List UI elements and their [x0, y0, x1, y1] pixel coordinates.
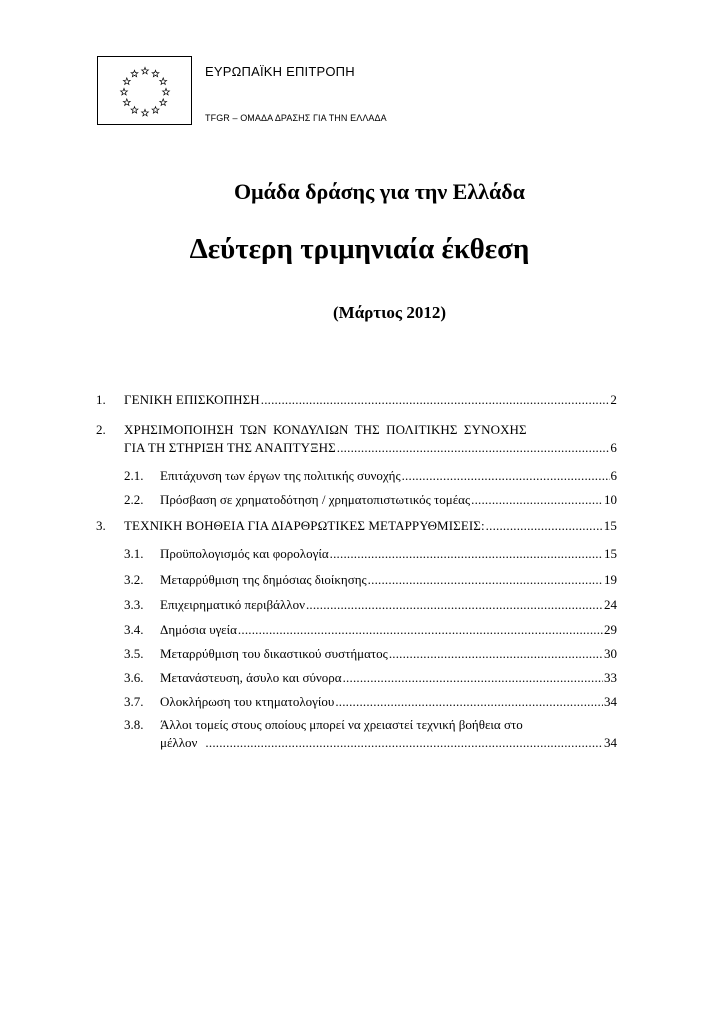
toc-entry-2-2[interactable] — [0, 491, 719, 511]
star-icon — [131, 70, 138, 77]
toc-leader — [335, 693, 603, 710]
toc-number: 3.1. — [124, 546, 144, 561]
star-icon — [123, 99, 130, 106]
toc-leader — [368, 571, 603, 588]
eu-logo — [97, 56, 192, 125]
toc-number: 3.8. — [124, 717, 144, 732]
toc-leader — [471, 491, 603, 508]
toc-number: 3.7. — [124, 694, 144, 709]
toc-text: Μεταρρύθμιση του δικαστικού συστήματος — [160, 646, 388, 661]
star-icon — [123, 78, 130, 85]
toc-page: 34 — [604, 735, 617, 750]
toc-text: Πρόσβαση σε χρηματοδότηση / χρηματοπιστωτικός τομέας — [160, 492, 471, 507]
toc-leader — [261, 391, 610, 408]
toc-page: 10 — [604, 492, 617, 507]
toc-number: 2.1. — [124, 468, 144, 483]
toc-text: ΓΕΝΙΚΗ ΕΠΙΣΚΟΠΗΣΗ — [124, 392, 260, 407]
star-icon — [152, 70, 159, 77]
toc-number: 3.3. — [124, 597, 144, 612]
toc-text-line1: Άλλοι τομείς στους οποίους μπορεί να χρειαστεί τεχνική βοήθεια στο — [160, 717, 523, 732]
toc-entry-3-4[interactable] — [0, 621, 719, 641]
eu-flag-stars-icon — [98, 57, 193, 126]
toc-text: Επιτάχυνση των έργων της πολιτικής συνοχής — [160, 468, 401, 483]
star-icon — [121, 88, 128, 95]
toc-leader — [486, 517, 603, 534]
toc-text: Ολοκλήρωση του κτηματολογίου — [160, 694, 335, 709]
toc-page: 19 — [604, 572, 617, 587]
toc-text: ΓΙΑ ΤΗ ΣΤΗΡΙΞΗ ΤΗΣ ΑΝΑΠΤΥΞΗΣ — [124, 440, 336, 455]
toc-number: 3.6. — [124, 670, 144, 685]
toc-page: 6 — [610, 440, 617, 455]
toc-number: 3.5. — [124, 646, 144, 661]
toc-entry-2-1[interactable] — [0, 467, 719, 487]
toc-number: 2.2. — [124, 492, 144, 507]
star-icon — [152, 107, 159, 114]
toc-leader — [238, 621, 603, 638]
toc-page: 2 — [610, 392, 617, 407]
star-icon — [131, 107, 138, 114]
star-icon — [160, 78, 167, 85]
toc-text: Μετανάστευση, άσυλο και σύνορα — [160, 670, 342, 685]
toc-leader — [330, 545, 603, 562]
toc-entry-3-8[interactable] — [0, 716, 719, 756]
toc-page: 6 — [610, 468, 617, 483]
toc-text: Μεταρρύθμιση της δημόσιας διοίκησης — [160, 572, 367, 587]
toc-entry-2[interactable] — [0, 421, 719, 461]
star-icon — [142, 109, 149, 116]
toc-leader — [337, 439, 610, 456]
toc-text: Δημόσια υγεία — [160, 622, 237, 637]
document-title: Ομάδα δράσης για την Ελλάδα — [234, 179, 525, 204]
toc-entry-3-2[interactable] — [0, 571, 719, 591]
toc-entry-3-7[interactable] — [0, 693, 719, 713]
toc-entry-3-1[interactable] — [0, 545, 719, 565]
toc-leader — [343, 669, 603, 686]
star-icon — [163, 88, 170, 95]
toc-entry-3-5[interactable] — [0, 645, 719, 665]
toc-number: 3.4. — [124, 622, 144, 637]
report-title: Δεύτερη τριμηνιαία έκθεση — [189, 233, 530, 265]
toc-text: Προϋπολογισμός και φορολογία — [160, 546, 329, 561]
toc-page: 24 — [604, 597, 617, 612]
agency-name: ΕΥΡΩΠΑΪΚΗ ΕΠΙΤΡΟΠΗ — [205, 64, 355, 79]
toc-leader — [402, 467, 610, 484]
toc-text-line1: ΧΡΗΣΙΜΟΠΟΙΗΣΗ ΤΩΝ ΚΟΝΔΥΛΙΩΝ ΤΗΣ ΠΟΛΙΤΙΚΗΣ ΣΥΝΟΧΗΣ — [124, 422, 527, 437]
toc-leader — [205, 734, 603, 751]
toc-entry-3[interactable] — [0, 517, 719, 537]
toc-page: 15 — [603, 518, 617, 533]
toc-number: 2. — [96, 422, 106, 437]
toc-page: 34 — [604, 694, 617, 709]
report-date: (Μάρτιος 2012) — [333, 303, 446, 322]
toc-leader — [306, 596, 603, 613]
star-icon — [160, 99, 167, 106]
toc-number: 3. — [96, 518, 106, 533]
task-force-name: TFGR – ΟΜΑΔΑ ΔΡΑΣΗΣ ΓΙΑ ΤΗΝ ΕΛΛΑΔΑ — [205, 113, 387, 123]
toc-entry-3-6[interactable] — [0, 669, 719, 689]
toc-text: Επιχειρηματικό περιβάλλον — [160, 597, 305, 612]
toc-text: μέλλον — [160, 735, 198, 750]
toc-entry-1[interactable] — [0, 391, 719, 411]
toc-page: 33 — [604, 670, 617, 685]
toc-number: 1. — [96, 392, 106, 407]
toc-page: 15 — [604, 546, 617, 561]
toc-number: 3.2. — [124, 572, 144, 587]
toc-entry-3-3[interactable] — [0, 596, 719, 616]
toc-text: ΤΕΧΝΙΚΗ ΒΟΗΘΕΙΑ ΓΙΑ ΔΙΑΡΘΡΩΤΙΚΕΣ ΜΕΤΑΡΡΥΘΜΙΣΕΙΣ: — [124, 518, 485, 533]
toc-page: 29 — [604, 622, 617, 637]
star-icon — [142, 67, 149, 74]
toc-leader — [389, 645, 603, 662]
toc-page: 30 — [604, 646, 617, 661]
